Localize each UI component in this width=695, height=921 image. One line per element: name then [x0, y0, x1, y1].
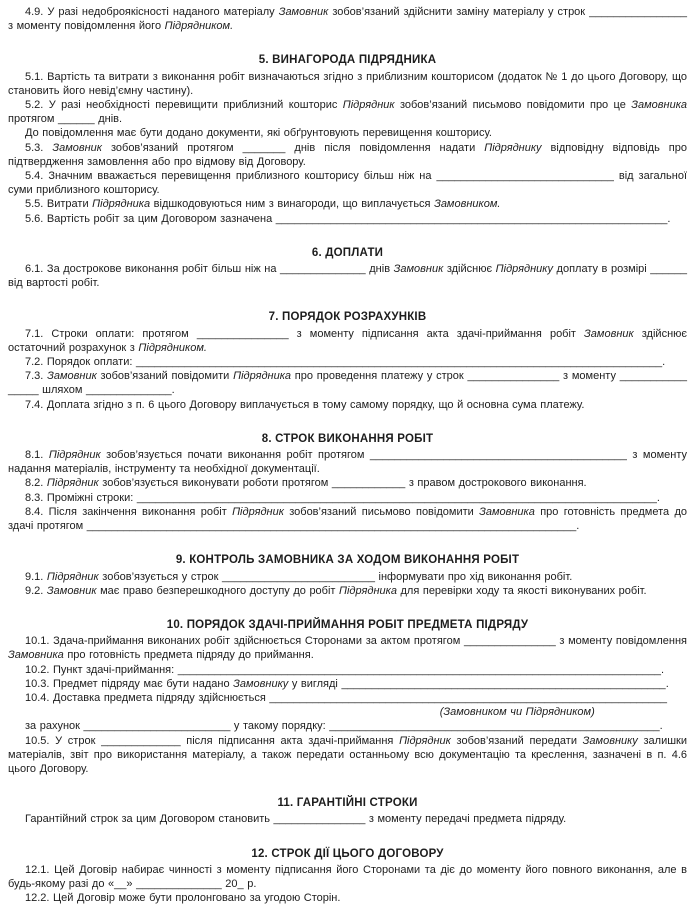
text-run: з моменту надання матеріалів, інструменту та необхідної документації. — [8, 449, 687, 476]
party-term: Підрядник — [232, 505, 284, 518]
text-run: 12.2. Цей Договір може бути пролонговано за угодою Сторін. — [25, 892, 341, 905]
clause-9-1 — [8, 570, 687, 584]
text-run: шляхом — [38, 384, 86, 397]
text-run: для перевірки ходу та якості виконуваних робіт. — [396, 584, 647, 597]
blank-field: _____________ — [101, 734, 181, 747]
text-run: про проведення платежу у строк — [291, 370, 468, 383]
clause-10-5 — [8, 734, 687, 777]
contract-section-intro — [8, 5, 687, 33]
text-run: 7.4. Доплата згідно з п. 6 цього Договору виплачується в тому самому порядку, що й основна сума платежу. — [25, 398, 585, 411]
text-run: 9.1. — [25, 570, 47, 583]
text-run: . — [659, 720, 663, 733]
blank-field: ________________________________________________________________ — [275, 212, 668, 225]
clause-5-5 — [8, 197, 687, 211]
blank-field: _________________________ — [222, 570, 375, 583]
text-run: зобов’язується у строк — [98, 570, 222, 583]
text-run: у вигляді — [288, 677, 342, 690]
text-run: від загальної суми приблизного кошторису. — [8, 170, 688, 197]
clause-5-2 — [8, 98, 687, 126]
blank-field: _______________________________________________________________________________ — [177, 663, 662, 676]
clause-10-2 — [8, 663, 687, 677]
party-term: Підрядник — [342, 99, 395, 112]
party-term: Замовник — [47, 370, 97, 383]
contract-section-11 — [8, 796, 687, 826]
text-run: 6.1. За дострокове виконання робіт більш ніж на — [25, 263, 281, 276]
contract-section-10 — [8, 618, 687, 776]
blank-field: _______________ — [467, 370, 560, 383]
text-run: відповідну відповідь про підтвердження замовлення або про відмову від Договору. — [8, 141, 688, 168]
blank-field: ______ — [57, 113, 95, 126]
party-term: Підряднику — [484, 141, 542, 154]
text-run: 8.3. Проміжні строки: — [25, 491, 137, 504]
clause-4-9 — [8, 5, 687, 33]
text-run: зобов’язаний повідомити — [96, 370, 234, 383]
text-run: 7.1. Строки оплати: протягом — [25, 327, 197, 340]
text-run: днів. — [94, 113, 123, 126]
contract-section-6 — [8, 246, 687, 291]
text-run: відшкодовуються ним з винагороди, що виплачується — [150, 198, 435, 211]
text-run: . — [656, 491, 660, 504]
blank-field: ________________ — [589, 6, 687, 18]
blank-field: ______________________________________________________________________________________ — [135, 356, 663, 369]
party-term: Підрядника — [92, 198, 151, 211]
text-run: з моменту підписання акта здачі-приймання робіт — [288, 327, 585, 340]
text-run: про готовність предмета підряду до приймання. — [63, 649, 314, 662]
text-run: днів після повідомлення надати — [285, 141, 485, 154]
clause-10-4 — [8, 691, 687, 705]
blank-field: ________________________________________________________________________________ — [86, 520, 577, 533]
text-run: днів — [365, 263, 394, 276]
text-run: » — [126, 877, 137, 890]
text-run: від вартості робіт. — [8, 277, 100, 290]
blank-field: _____________________________ — [436, 170, 614, 183]
section-heading: 9. КОНТРОЛЬ ЗАМОВНИКА ЗА ХОДОМ ВИКОНАННЯ РОБІТ — [175, 554, 520, 567]
text-run: 7.3. — [25, 370, 48, 383]
blank-field: ______ — [650, 263, 687, 276]
clause-9-2 — [8, 584, 687, 598]
blank-field: _______________ — [196, 327, 289, 340]
text-run: 10.5. У строк — [25, 734, 102, 747]
party-term: Підрядником. — [138, 341, 207, 354]
text-run: з моменту повідомлення його — [8, 20, 165, 33]
clause-7-2 — [8, 355, 687, 369]
text-run: 9.2. — [25, 584, 47, 597]
text-run: зобов’язаний письмово повідомити про це — [394, 99, 632, 112]
party-term: Замовник — [584, 327, 634, 340]
party-term: (Замовником чи Підрядником) — [439, 706, 595, 719]
blank-field: __ — [114, 877, 127, 890]
blank-field: _ — [237, 877, 244, 890]
text-run: 8.4. Після закінчення виконання робіт — [25, 505, 233, 518]
section-heading: 6. ДОПЛАТИ — [311, 246, 384, 259]
clause-8-3 — [8, 491, 687, 505]
text-run: До повідомлення має бути додано документи, які обґрунтовують перевищення кошторису. — [25, 127, 492, 140]
clause-8-4 — [8, 505, 687, 533]
party-term: Підрядник — [48, 449, 101, 462]
text-run: 5.6. Вартість робіт за цим Договором зазначена — [25, 212, 276, 225]
clause-10-3 — [8, 677, 687, 691]
clause-12-1 — [8, 863, 687, 891]
text-run: зобов’язаний протягом — [101, 141, 243, 154]
clause-7-4 — [8, 398, 687, 412]
text-run: має право безперешкодного доступу до робіт — [96, 584, 340, 597]
text-run: здійснює остаточний розрахунок з — [8, 327, 688, 354]
text-run: 5.5. Витрати — [25, 198, 93, 211]
text-run: 10.1. Здача-приймання виконаних робіт здійснюється Сторонами за актом протягом — [25, 635, 464, 648]
party-term: Замовник — [46, 584, 97, 597]
clause-6-1 — [8, 262, 687, 290]
text-run: 20 — [221, 877, 238, 890]
text-run: 10.4. Доставка предмета підряду здійснюється — [25, 691, 270, 704]
party-term: Підряднику — [495, 263, 553, 276]
clause-5-4 — [8, 169, 687, 197]
section-heading: 8. СТРОК ВИКОНАННЯ РОБІТ — [261, 432, 434, 445]
section-heading: 5. ВИНАГОРОДА ПІДРЯДНИКА — [258, 54, 437, 67]
text-run: 7.2. Порядок оплати: — [25, 356, 136, 369]
party-term: Замовник — [393, 263, 444, 276]
blank-field: ________________ — [8, 370, 688, 397]
clause-7-3 — [8, 369, 687, 397]
party-term: Замовника — [8, 649, 64, 662]
text-run: з моменту передачі предмета підряду. — [365, 813, 567, 826]
clause-5-2-note — [8, 126, 687, 140]
text-run: з правом дострокового виконання. — [405, 477, 587, 490]
contract-section-9 — [8, 553, 687, 598]
party-term: Підрядником. — [164, 20, 234, 33]
blank-field: ____________ — [331, 477, 406, 490]
text-run: р. — [243, 877, 257, 890]
section-heading: 12. СТРОК ДІЇ ЦЬОГО ДОГОВОРУ — [251, 847, 444, 860]
blank-field: _______________ — [273, 813, 366, 826]
blank-field: ______________ — [85, 384, 172, 397]
text-run: інформувати про хід виконання робіт. — [374, 570, 573, 583]
party-term: Підрядника — [339, 584, 397, 597]
text-run: про готовність предмета до здачі протягом — [8, 505, 687, 533]
clause-8-1 — [8, 448, 687, 476]
text-run: 5.3. — [25, 141, 53, 154]
text-run: . — [665, 677, 669, 690]
text-run: 5.2. У разі необхідності перевищити приблизний кошторис — [25, 99, 343, 112]
blank-field: ______________ — [280, 263, 366, 276]
text-run: з моменту повідомлення — [555, 635, 687, 648]
text-run: у такому порядку: — [230, 720, 330, 733]
text-run: 4.9. У разі недоброякісності наданого матеріалу — [25, 6, 279, 18]
clause-10-1 — [8, 634, 687, 662]
text-run: зобов’язаний письмово повідомити — [283, 505, 480, 518]
party-term: Підрядника — [233, 370, 292, 383]
blank-field: _______________ — [463, 635, 556, 648]
contract-section-5 — [8, 53, 687, 225]
blank-field: ________________________ — [83, 720, 231, 733]
contract-section-8 — [8, 432, 687, 533]
contract-section-7 — [8, 310, 687, 411]
text-run: 8.2. — [25, 477, 47, 490]
party-term: Замовником. — [434, 198, 501, 211]
section-heading: 7. ПОРЯДОК РОЗРАХУНКІВ — [268, 311, 427, 324]
party-term: Замовника — [631, 99, 688, 112]
contract-section-12 — [8, 847, 687, 906]
clause-8-2 — [8, 476, 687, 490]
party-term: Підрядник — [399, 734, 451, 747]
text-run: . — [171, 384, 175, 397]
party-term: Підрядник — [46, 570, 99, 583]
text-run: . — [661, 663, 665, 676]
clause-7-1 — [8, 327, 687, 355]
party-term: Замовник — [278, 6, 329, 18]
text-run: зобов’язаний здійснити заміну матеріалу у строк — [328, 6, 590, 18]
blank-field: _____________________________________________________ — [341, 677, 666, 690]
text-run: 5.1. Вартість та витрати з виконання робіт визначаються згідно з приблизним кошторисом (додаток № 1 до цього Договору, що становить його невід’ємну частину). — [8, 70, 687, 97]
party-term: Замовнику — [582, 734, 638, 747]
party-term: Замовнику — [233, 677, 289, 690]
clause-10-4-note — [8, 705, 687, 719]
text-run: 8.1. — [25, 449, 49, 462]
text-run: . — [662, 356, 666, 369]
text-run: протягом — [8, 113, 58, 126]
blank-field: ______________ — [136, 877, 222, 890]
text-run: з моменту — [559, 370, 620, 383]
blank-field: _______ — [242, 141, 286, 154]
text-run: 10.3. Предмет підряду має бути надано — [25, 677, 234, 690]
clause-12-2 — [8, 891, 687, 905]
text-run: здійснює — [443, 263, 496, 276]
blank-field: _____________________________________________________________________________________ — [136, 491, 657, 504]
text-run: . — [667, 212, 671, 225]
text-run: . — [576, 520, 580, 533]
text-run: залишки матеріалів, звіт про використання матеріалу, а також передати останньому всю документацію та креслення, зазначені в п. 4.6 цього Договору. — [8, 734, 687, 775]
text-run: 12.1. Цей Договір набирає чинності з моменту підписання його Сторонами та діє до моменту його повного виконання, але в будь-якому разі до « — [8, 863, 687, 890]
text-run: зобов’язується почати виконання робіт протягом — [100, 449, 370, 462]
text-run: 10.2. Пункт здачі-приймання: — [25, 663, 178, 676]
section-heading: 11. ГАРАНТІЙНІ СТРОКИ — [277, 797, 418, 810]
text-run: Гарантійний строк за цим Договором становить — [25, 813, 274, 826]
clause-5-1 — [8, 70, 687, 98]
party-term: Замовника — [479, 505, 535, 518]
party-term: Замовник — [52, 141, 102, 154]
section-heading: 10. ПОРЯДОК ЗДАЧІ-ПРИЙМАННЯ РОБІТ ПРЕДМЕТА ПІДРЯДУ — [166, 618, 529, 631]
clause-5-6 — [8, 212, 687, 226]
party-term: Підрядник — [46, 477, 99, 490]
clause-5-3 — [8, 141, 687, 169]
blank-field: _________________________________________________________________ — [269, 691, 668, 704]
text-run: 5.4. Значним вважається перевищення приблизного кошторису більш ніж на — [25, 170, 437, 183]
clause-10-4-continued — [8, 719, 687, 733]
text-run: після підписання акта здачі-приймання — [180, 734, 400, 747]
text-run: за рахунок — [25, 720, 84, 733]
text-run: зобов’язується виконувати роботи протягом — [98, 477, 332, 490]
blank-field: ______________________________________________________ — [329, 720, 660, 733]
text-run: зобов’язаний передати — [450, 734, 583, 747]
text-run: доплату в розмірі — [552, 263, 651, 276]
blank-field: __________________________________________ — [369, 449, 627, 462]
clause-11-1 — [8, 812, 687, 826]
